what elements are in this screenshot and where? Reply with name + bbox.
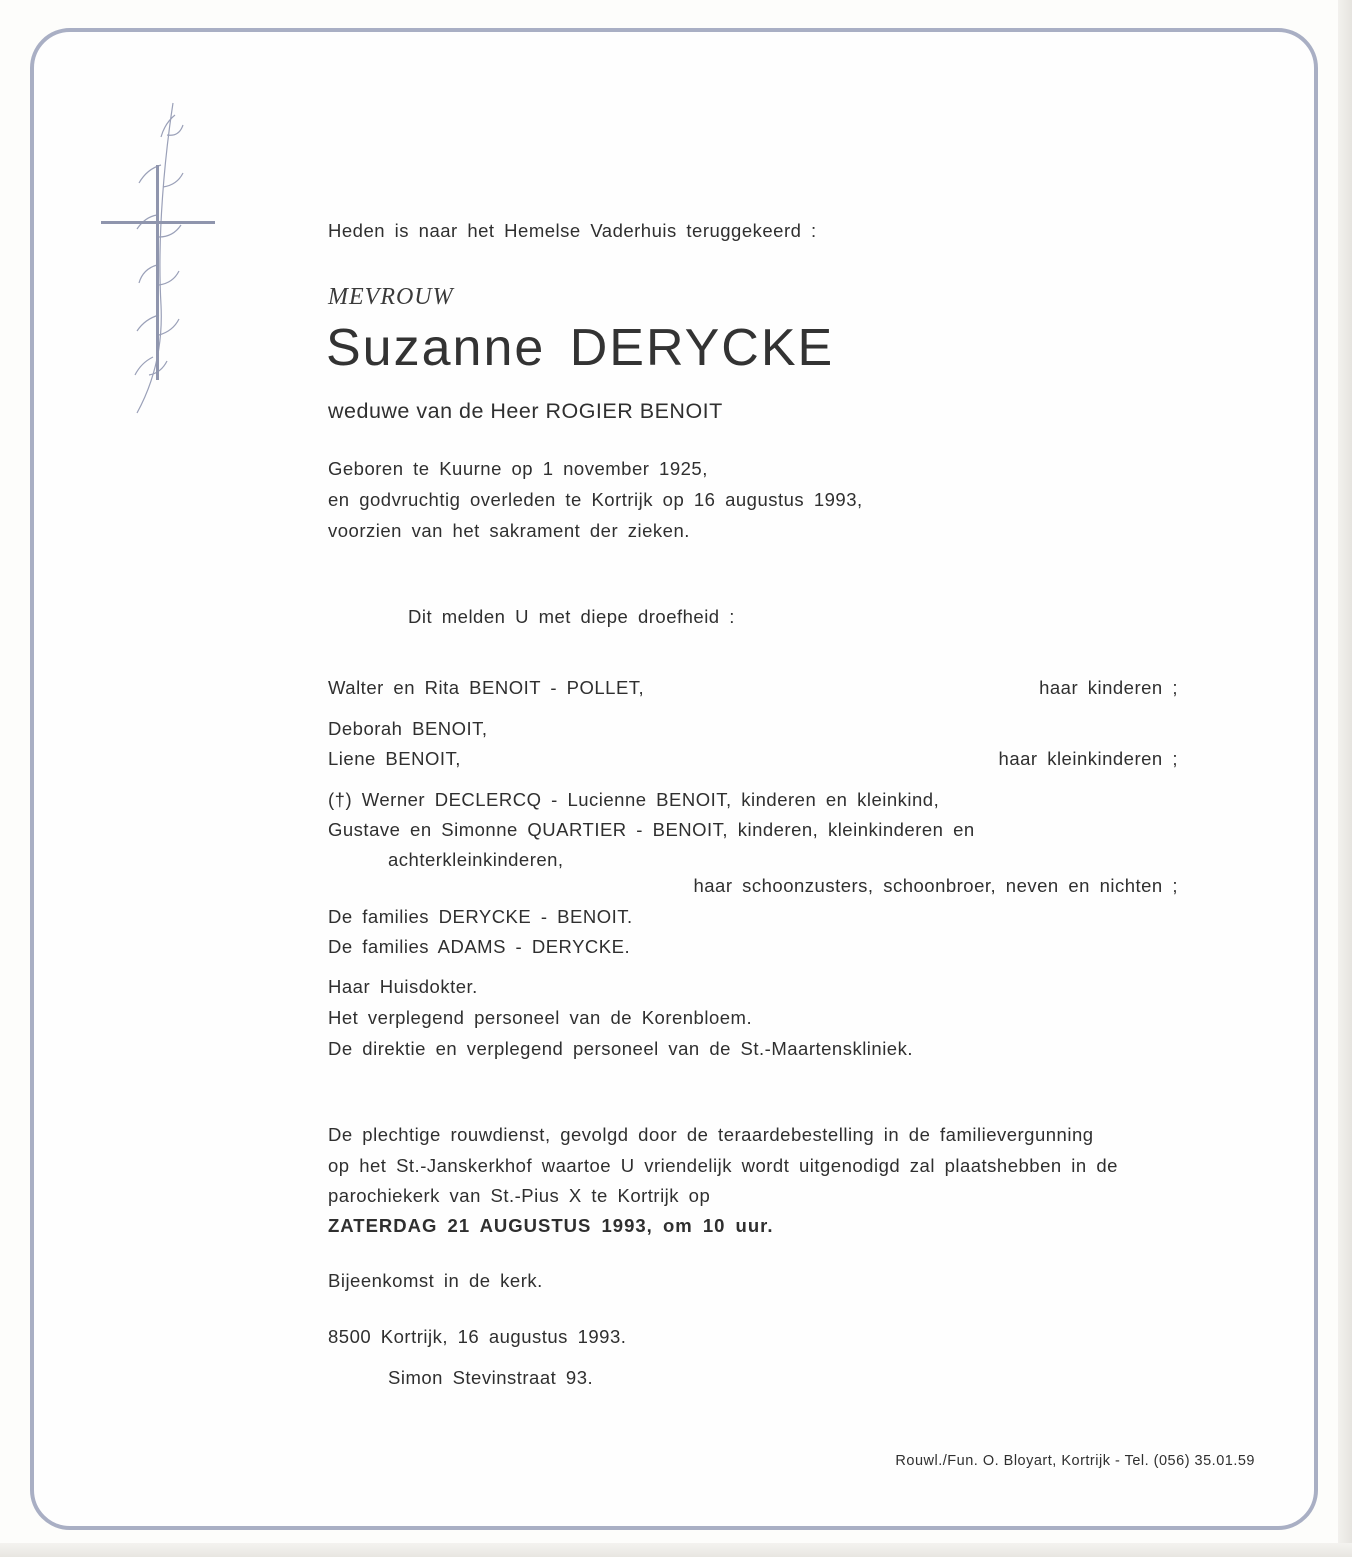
paper-edge	[1338, 0, 1352, 1557]
service-line: De plechtige rouwdienst, gevolgd door de teraardebestelling in de familievergunning	[328, 1124, 1094, 1145]
families-line: De families ADAMS - DERYCKE.	[328, 936, 631, 957]
care-line: De direktie en verplegend personeel van de St.-Maartenskliniek.	[328, 1038, 913, 1059]
children-names: Walter en Rita BENOIT - POLLET,	[328, 677, 645, 698]
sacrament-line: voorzien van het sakrament der zieken.	[328, 520, 690, 541]
service-line: parochiekerk van St.-Pius X te Kortrijk op	[328, 1185, 711, 1206]
in-laws-label: haar schoonzusters, schoonbroer, neven en nichten ;	[693, 875, 1178, 896]
address: Simon Stevinstraat 93.	[388, 1367, 594, 1388]
deceased-name: Suzanne DERYCKE	[326, 319, 835, 377]
care-line: Het verplegend personeel van de Korenbloem.	[328, 1007, 753, 1028]
grandchild-name: Deborah BENOIT,	[328, 718, 488, 739]
family-line: (†) Werner DECLERCQ - Lucienne BENOIT, kinderen en kleinkind,	[328, 789, 940, 810]
announcement: Dit melden U met diepe droefheid :	[408, 606, 735, 627]
death-line: en godvruchtig overleden te Kortrijk op 16 augustus 1993,	[328, 489, 863, 510]
honorific: MEVROUW	[328, 284, 454, 310]
place-date: 8500 Kortrijk, 16 augustus 1993.	[328, 1326, 627, 1347]
family-line: Gustave en Simonne QUARTIER - BENOIT, kinderen, kleinkinderen en	[328, 819, 975, 840]
service-date: ZATERDAG 21 AUGUSTUS 1993, om 10 uur.	[328, 1215, 774, 1236]
cross-with-branch-icon	[95, 95, 225, 415]
birth-line: Geboren te Kuurne op 1 november 1925,	[328, 458, 708, 479]
family-line-continued: achterkleinkinderen,	[388, 849, 564, 870]
intro-text: Heden is naar het Hemelse Vaderhuis teruggekeerd :	[328, 220, 817, 241]
paper-edge	[0, 1543, 1352, 1557]
care-line: Haar Huisdokter.	[328, 976, 478, 997]
widow-of: weduwe van de Heer ROGIER BENOIT	[328, 399, 723, 423]
families-line: De families DERYCKE - BENOIT.	[328, 906, 633, 927]
funeral-home-footer: Rouwl./Fun. O. Bloyart, Kortrijk - Tel. (056) 35.01.59	[895, 1453, 1255, 1469]
grandchildren-label: haar kleinkinderen ;	[998, 748, 1178, 769]
service-line: op het St.-Janskerkhof waartoe U vriendelijk wordt uitgenodigd zal plaatshebben in de	[328, 1155, 1118, 1176]
grandchild-name: Liene BENOIT,	[328, 748, 461, 769]
children-label: haar kinderen ;	[1039, 677, 1178, 698]
meeting-note: Bijeenkomst in de kerk.	[328, 1270, 543, 1291]
